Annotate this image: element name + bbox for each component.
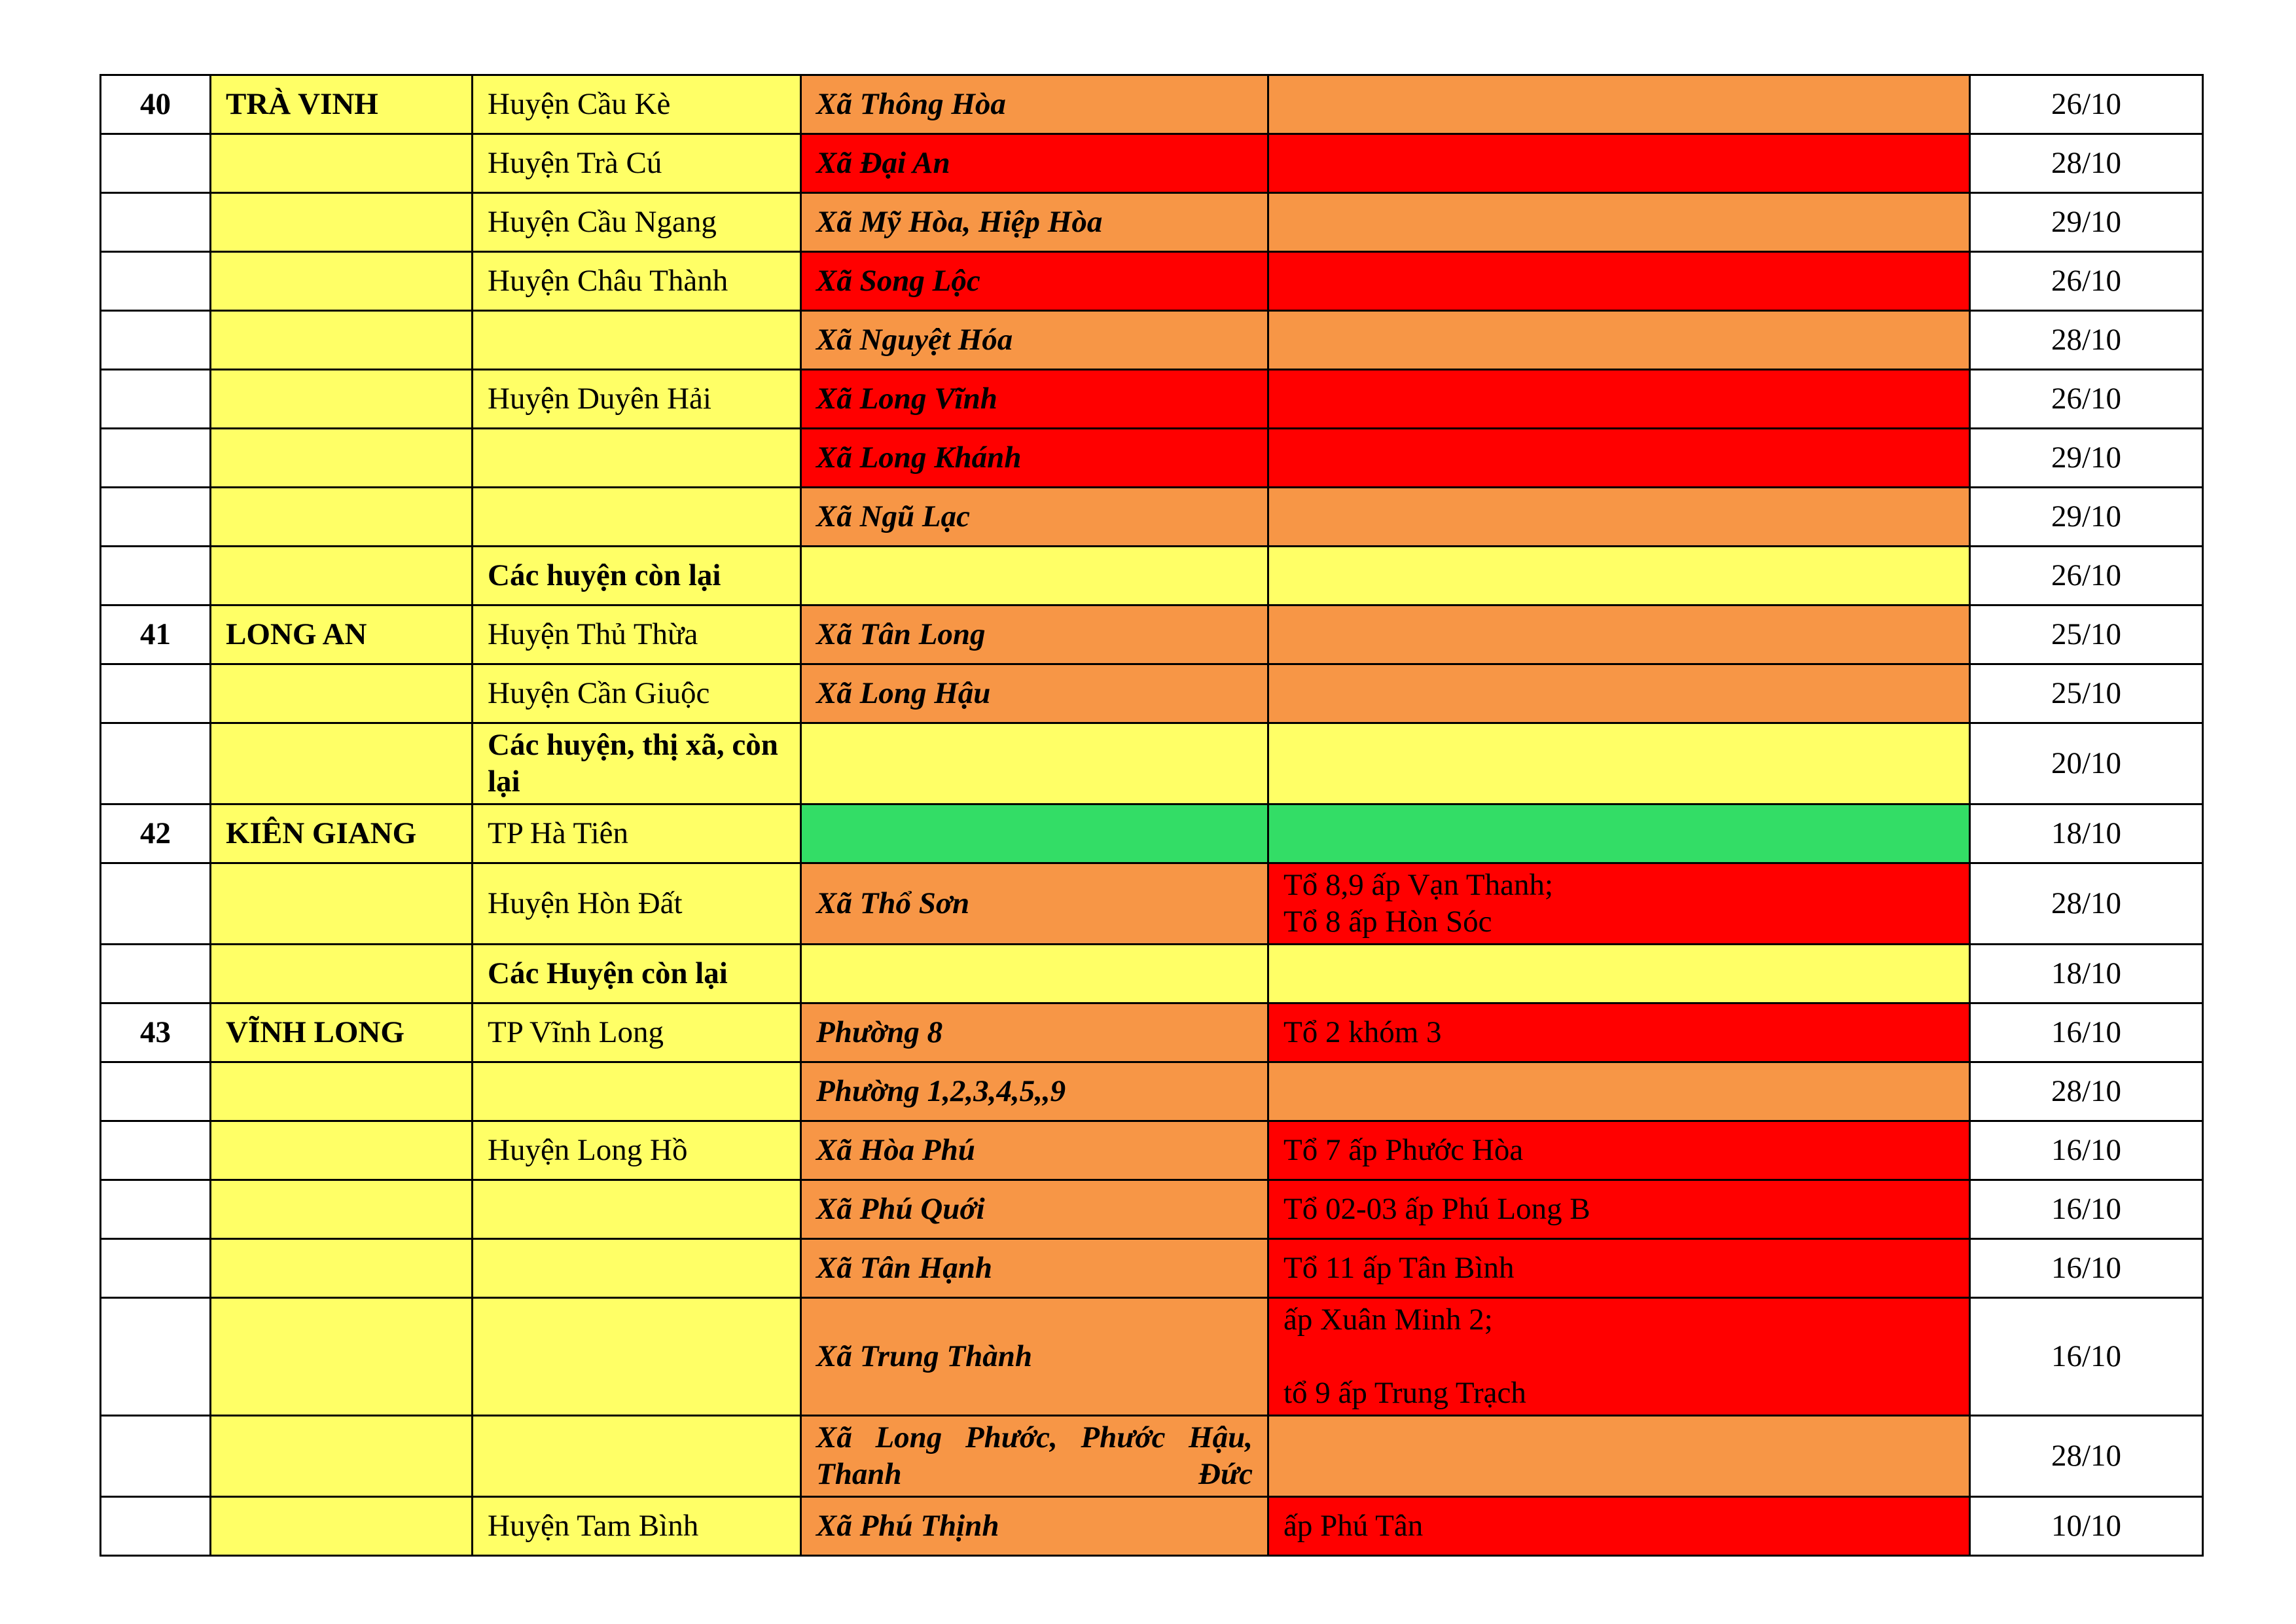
table-row [101, 804, 2203, 863]
commune-cell: Xã Ngũ Lạc [801, 488, 1268, 547]
detail-cell: ấp Phú Tân [1268, 1496, 1970, 1555]
row-number-cell: 42 [101, 804, 211, 863]
commune-cell: Phường 1,2,3,4,5,,9 [801, 1062, 1268, 1121]
date-cell: 28/10 [1970, 311, 2203, 370]
commune-cell: Xã Song Lộc [801, 252, 1268, 311]
district-cell: Huyện Duyên Hải [473, 370, 801, 429]
table-row [101, 311, 2203, 370]
district-cell: Huyện Hòn Đất [473, 863, 801, 944]
district-cell: Huyện Thủ Thừa [473, 605, 801, 664]
table-body [101, 75, 2203, 1556]
commune-cell: Xã Đại An [801, 134, 1268, 193]
detail-cell [1268, 370, 1970, 429]
province-cell [211, 664, 473, 723]
district-cell [473, 1238, 801, 1297]
district-cell: TP Hà Tiên [473, 804, 801, 863]
province-cell [211, 1297, 473, 1415]
row-number-cell [101, 311, 211, 370]
table-row [101, 1180, 2203, 1238]
province-cell [211, 944, 473, 1003]
district-cell [473, 1062, 801, 1121]
district-cell [473, 488, 801, 547]
table-row [101, 370, 2203, 429]
province-cell [211, 723, 473, 804]
table-row [101, 863, 2203, 944]
province-cell [211, 134, 473, 193]
detail-cell [1268, 488, 1970, 547]
date-cell: 16/10 [1970, 1297, 2203, 1415]
date-cell: 28/10 [1970, 1415, 2203, 1496]
detail-cell [1268, 252, 1970, 311]
date-cell: 25/10 [1970, 605, 2203, 664]
province-schedule-table-wrapper [99, 74, 2204, 1557]
province-cell: KIÊN GIANG [211, 804, 473, 863]
commune-cell: Xã Trung Thành [801, 1297, 1268, 1415]
table-row [101, 664, 2203, 723]
commune-cell: Xã Long Phước, Phước Hậu, Thanh Đức [801, 1415, 1268, 1496]
district-cell [473, 311, 801, 370]
province-cell [211, 193, 473, 252]
date-cell: 25/10 [1970, 664, 2203, 723]
district-cell: Các huyện, thị xã, còn lại [473, 723, 801, 804]
province-cell: LONG AN [211, 605, 473, 664]
table-row [101, 1003, 2203, 1062]
table-row [101, 252, 2203, 311]
detail-cell [1268, 804, 1970, 863]
detail-cell: ấp Xuân Minh 2; tổ 9 ấp Trung Trạch [1268, 1297, 1970, 1415]
row-number-cell [101, 863, 211, 944]
date-cell: 26/10 [1970, 252, 2203, 311]
row-number-cell [101, 944, 211, 1003]
table-row [101, 488, 2203, 547]
row-number-cell [101, 1297, 211, 1415]
table-row [101, 547, 2203, 605]
date-cell: 16/10 [1970, 1003, 2203, 1062]
province-cell [211, 1238, 473, 1297]
detail-cell: Tổ 11 ấp Tân Bình [1268, 1238, 1970, 1297]
district-cell: Các Huyện còn lại [473, 944, 801, 1003]
date-cell: 29/10 [1970, 193, 2203, 252]
commune-cell [801, 723, 1268, 804]
commune-cell: Xã Tân Long [801, 605, 1268, 664]
table-row [101, 944, 2203, 1003]
commune-cell: Xã Phú Quới [801, 1180, 1268, 1238]
row-number-cell [101, 1121, 211, 1180]
detail-cell [1268, 134, 1970, 193]
table-row [101, 1415, 2203, 1496]
date-cell: 28/10 [1970, 1062, 2203, 1121]
commune-cell [801, 944, 1268, 1003]
commune-cell: Xã Mỹ Hòa, Hiệp Hòa [801, 193, 1268, 252]
province-cell [211, 1180, 473, 1238]
table-row [101, 1297, 2203, 1415]
table-row [101, 1121, 2203, 1180]
table-row [101, 723, 2203, 804]
row-number-cell [101, 1496, 211, 1555]
row-number-cell [101, 252, 211, 311]
commune-cell: Xã Long Vĩnh [801, 370, 1268, 429]
row-number-cell [101, 723, 211, 804]
row-number-cell [101, 488, 211, 547]
date-cell: 20/10 [1970, 723, 2203, 804]
district-cell: Huyện Trà Cú [473, 134, 801, 193]
detail-cell: Tổ 7 ấp Phước Hòa [1268, 1121, 1970, 1180]
row-number-cell [101, 664, 211, 723]
detail-cell [1268, 944, 1970, 1003]
detail-cell: Tổ 02-03 ấp Phú Long B [1268, 1180, 1970, 1238]
commune-cell: Xã Thổ Sơn [801, 863, 1268, 944]
date-cell: 26/10 [1970, 547, 2203, 605]
district-cell: Huyện Tam Bình [473, 1496, 801, 1555]
row-number-cell [101, 429, 211, 488]
commune-cell: Xã Tân Hạnh [801, 1238, 1268, 1297]
detail-cell [1268, 723, 1970, 804]
province-schedule-table [99, 74, 2204, 1557]
table-row [101, 1238, 2203, 1297]
district-cell: TP Vĩnh Long [473, 1003, 801, 1062]
district-cell: Huyện Cầu Ngang [473, 193, 801, 252]
row-number-cell [101, 1238, 211, 1297]
table-row [101, 134, 2203, 193]
province-cell [211, 311, 473, 370]
district-cell [473, 1180, 801, 1238]
district-cell: Các huyện còn lại [473, 547, 801, 605]
commune-cell: Xã Long Khánh [801, 429, 1268, 488]
row-number-cell [101, 1180, 211, 1238]
row-number-cell [101, 370, 211, 429]
row-number-cell [101, 193, 211, 252]
province-cell [211, 252, 473, 311]
row-number-cell: 40 [101, 75, 211, 134]
district-cell [473, 1297, 801, 1415]
table-row [101, 605, 2203, 664]
date-cell: 16/10 [1970, 1180, 2203, 1238]
table-row [101, 1062, 2203, 1121]
commune-cell: Phường 8 [801, 1003, 1268, 1062]
row-number-cell [101, 547, 211, 605]
table-row [101, 429, 2203, 488]
province-cell [211, 1496, 473, 1555]
commune-cell: Xã Hòa Phú [801, 1121, 1268, 1180]
detail-cell [1268, 547, 1970, 605]
detail-cell [1268, 1062, 1970, 1121]
date-cell: 18/10 [1970, 944, 2203, 1003]
row-number-cell: 41 [101, 605, 211, 664]
date-cell: 16/10 [1970, 1121, 2203, 1180]
date-cell: 29/10 [1970, 429, 2203, 488]
row-number-cell [101, 1062, 211, 1121]
province-cell: VĨNH LONG [211, 1003, 473, 1062]
province-cell [211, 1415, 473, 1496]
detail-cell [1268, 605, 1970, 664]
detail-cell: Tổ 8,9 ấp Vạn Thanh; Tổ 8 ấp Hòn Sóc [1268, 863, 1970, 944]
date-cell: 29/10 [1970, 488, 2203, 547]
commune-cell: Xã Thông Hòa [801, 75, 1268, 134]
commune-cell [801, 547, 1268, 605]
province-cell [211, 547, 473, 605]
province-cell [211, 370, 473, 429]
province-cell [211, 863, 473, 944]
detail-cell [1268, 75, 1970, 134]
detail-cell: Tổ 2 khóm 3 [1268, 1003, 1970, 1062]
detail-cell [1268, 664, 1970, 723]
district-cell [473, 429, 801, 488]
province-cell [211, 429, 473, 488]
district-cell [473, 1415, 801, 1496]
commune-cell: Xã Long Hậu [801, 664, 1268, 723]
date-cell: 18/10 [1970, 804, 2203, 863]
commune-cell: Xã Nguyệt Hóa [801, 311, 1268, 370]
table-row [101, 1496, 2203, 1555]
date-cell: 28/10 [1970, 134, 2203, 193]
commune-cell: Xã Phú Thịnh [801, 1496, 1268, 1555]
district-cell: Huyện Long Hồ [473, 1121, 801, 1180]
row-number-cell: 43 [101, 1003, 211, 1062]
province-cell [211, 488, 473, 547]
detail-cell [1268, 311, 1970, 370]
province-cell [211, 1121, 473, 1180]
date-cell: 10/10 [1970, 1496, 2203, 1555]
detail-cell [1268, 193, 1970, 252]
date-cell: 26/10 [1970, 370, 2203, 429]
detail-cell [1268, 1415, 1970, 1496]
detail-cell [1268, 429, 1970, 488]
district-cell: Huyện Cầu Kè [473, 75, 801, 134]
district-cell: Huyện Cần Giuộc [473, 664, 801, 723]
row-number-cell [101, 134, 211, 193]
row-number-cell [101, 1415, 211, 1496]
province-cell [211, 1062, 473, 1121]
date-cell: 16/10 [1970, 1238, 2203, 1297]
commune-cell [801, 804, 1268, 863]
province-cell: TRÀ VINH [211, 75, 473, 134]
table-row [101, 75, 2203, 134]
table-row [101, 193, 2203, 252]
date-cell: 26/10 [1970, 75, 2203, 134]
district-cell: Huyện Châu Thành [473, 252, 801, 311]
date-cell: 28/10 [1970, 863, 2203, 944]
